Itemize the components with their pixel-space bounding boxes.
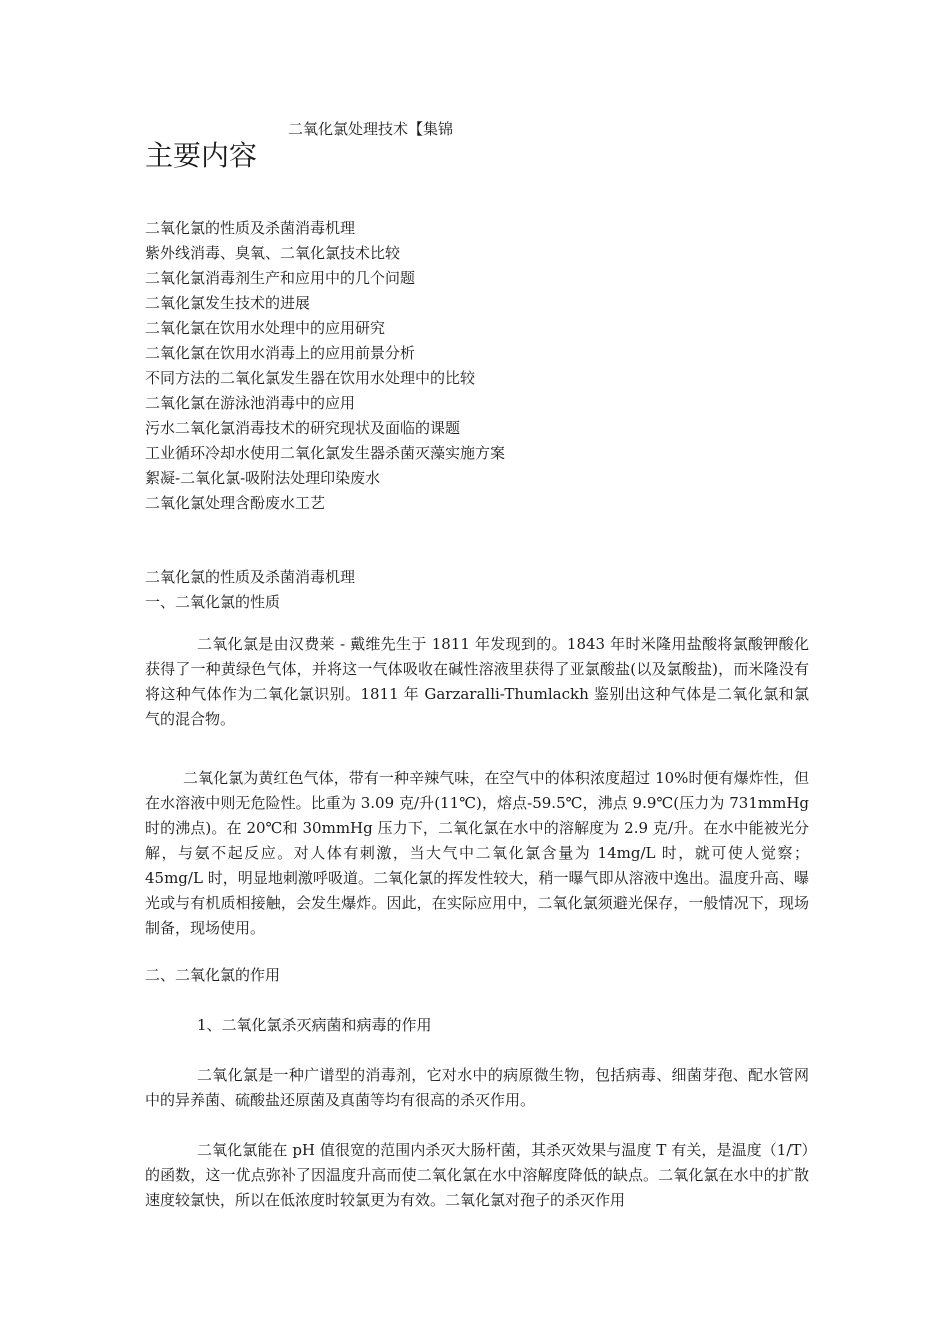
toc-item: 二氧化氯在饮用水处理中的应用研究 xyxy=(145,319,386,337)
paragraph-ecoli: 二氧化氯能在 pH 值很宽的范围内杀灭大肠杆菌，其杀灭效果与温度 T 有关，是温度（1/T）的函数，这一优点弥补了因温度升高而使二氧化氯在水中溶解度降低的缺点。二氧化氯在水中的扩散速度较氯快，所以在低浓度时较氯更为有效。二氧化氯对孢子的杀灭作用 xyxy=(145,1141,809,1209)
paragraph-discovery: 二氧化氯是由汉费莱 - 戴维先生于 1811 年发现到的。1843 年时米隆用盐酸将氯酸钾酸化获得了一种黄绿色气体，并将这一气体吸收在碱性溶液里获得了亚氯酸盐(以及氯酸盐)，而米隆没有将这种气体作为二氧化氯识别。1811 年 Garzaralli-Thumlackh 鉴别出这种气体是二氧化氯和氯气的混合物。 xyxy=(145,635,809,728)
toc-item: 二氧化氯在饮用水消毒上的应用前景分析 xyxy=(145,344,416,362)
toc-item: 二氧化氯处理含酚废水工艺 xyxy=(145,494,326,512)
toc-item: 二氧化氯的性质及杀菌消毒机理 xyxy=(145,219,356,237)
subheading-disinfection: 1、二氧化氯杀灭病菌和病毒的作用 xyxy=(197,1016,432,1034)
toc-heading: 主要内容 xyxy=(145,139,258,172)
heading-properties: 一、二氧化氯的性质 xyxy=(145,593,281,611)
heading-functions: 二、二氧化氯的作用 xyxy=(145,966,281,984)
toc-item: 二氧化氯发生技术的进展 xyxy=(145,294,311,312)
section-title: 二氧化氯的性质及杀菌消毒机理 xyxy=(145,568,356,586)
toc-item: 絮凝-二氧化氯-吸附法处理印染废水 xyxy=(145,469,381,487)
document-title: 二氧化氯处理技术【集锦 xyxy=(288,120,454,138)
toc-item: 工业循环冷却水使用二氧化氯发生器杀菌灭藻实施方案 xyxy=(145,444,506,462)
toc-item: 污水二氧化氯消毒技术的研究现状及面临的课题 xyxy=(145,419,461,437)
toc-item: 二氧化氯消毒剂生产和应用中的几个问题 xyxy=(145,269,416,287)
toc-item: 不同方法的二氧化氯发生器在饮用水处理中的比较 xyxy=(145,369,476,387)
toc-item: 紫外线消毒、臭氧、二氧化氯技术比较 xyxy=(145,244,401,262)
paragraph-broad-spectrum: 二氧化氯是一种广谱型的消毒剂，它对水中的病原微生物，包括病毒、细菌芽孢、配水管网中的异养菌、硫酸盐还原菌及真菌等均有很高的杀灭作用。 xyxy=(145,1066,809,1109)
toc-item: 二氧化氯在游泳池消毒中的应用 xyxy=(145,394,356,412)
toc-list xyxy=(145,216,505,516)
paragraph-properties: 二氧化氯为黄红色气体，带有一种辛辣气味，在空气中的体积浓度超过 10%时便有爆炸性，但在水溶液中则无危险性。比重为 3.09 克/升(11℃)，熔点-59.5℃，沸点 9.9℃(压力为 731mmHg 时的沸点)。在 20℃和 30mmHg 压力下，二氧化氯在水中的溶解度为 2.9 克/升。在水中能被光分解，与氨不起反应。对人体有刺激，当大气中二氧化氯含量为 14mg/L 时，就可使人觉察；45mg/L 时，明显地刺激呼吸道。二氧化氯的挥发性较大，稍一曝气即从溶液中逸出。温度升高、曝光或与有机质相接触，会发生爆炸。因此，在实际应用中，二氧化氯须避光保存，一般情况下，现场制备，现场使用。 xyxy=(145,769,809,937)
